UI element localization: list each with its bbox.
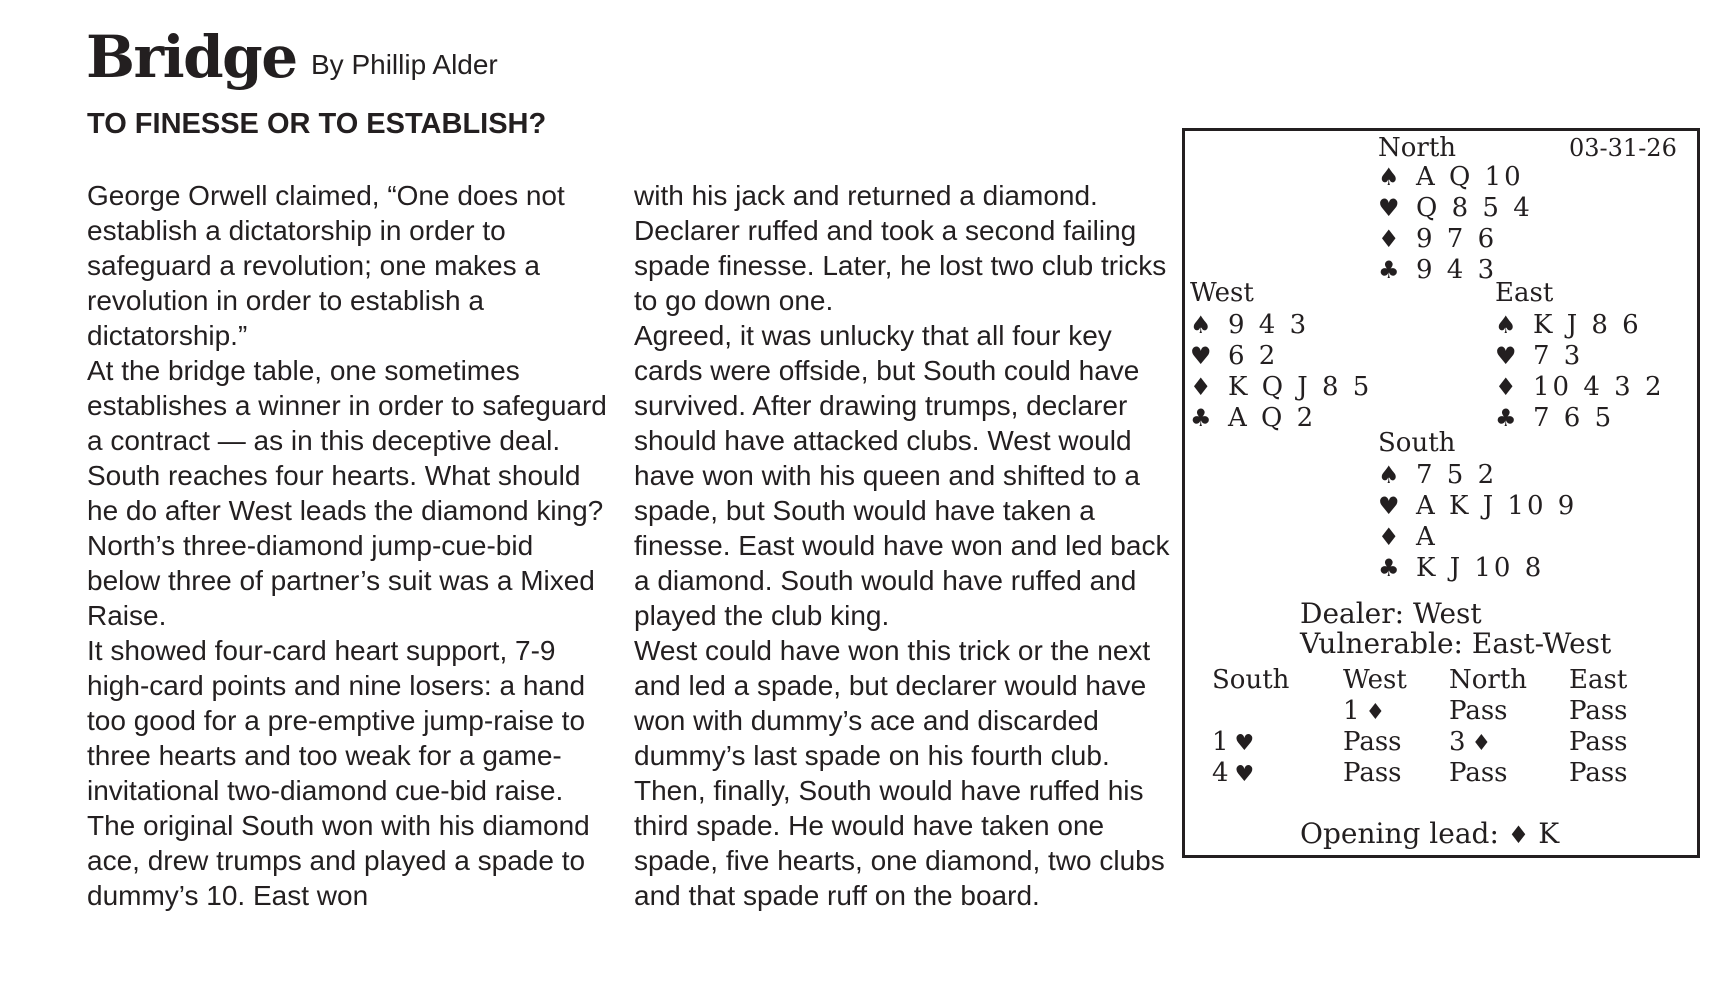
east-hand: [1495, 310, 1665, 434]
bid-west-3: Pass: [1343, 758, 1402, 788]
deal-date: 03-31-26: [1569, 134, 1677, 162]
east-clubs: ♣ 7 6 5: [1495, 403, 1615, 433]
article-title: Bridge: [86, 23, 297, 91]
bid-south-2: 1 ♥: [1212, 727, 1255, 757]
south-diamonds: ♦ A: [1378, 522, 1438, 552]
west-spades: ♠ 9 4 3: [1190, 310, 1310, 340]
south-hearts: ♥ A K J 10 9: [1378, 491, 1578, 521]
south-clubs: ♣ K J 10 8: [1378, 553, 1545, 583]
bid-north-2: 3 ♦: [1449, 727, 1492, 757]
bid-south-3: 4 ♥: [1212, 758, 1255, 788]
dealer-info: Dealer: West: [1300, 597, 1482, 630]
bid-east-3: Pass: [1569, 758, 1628, 788]
south-hand: [1378, 460, 1577, 584]
diamond-icon: ♦: [1471, 731, 1492, 756]
north-hand: [1378, 162, 1533, 286]
article-column-1: [87, 178, 607, 913]
south-spades: ♠ 7 5 2: [1378, 460, 1498, 490]
paragraph: Agreed, it was unlucky that all four key cards were offside, but South could have survived. After drawing trumps, declarer should have attacked clubs. West would have won with his queen and shifted to a spade, but South would have taken a finesse. East would have won and led back a diamond. South would have ruffed and played the club king.: [634, 320, 1170, 631]
paragraph: At the bridge table, one sometimes establishes a winner in order to safeguard a contract — as in this deceptive deal. South reaches four hearts. What should he do after West leads the diamond king?: [87, 355, 607, 526]
byline: By Phillip Alder: [311, 49, 498, 80]
paragraph: The original South won with his diamond ace, drew trumps and played a spade to dummy’s 10. East won: [87, 810, 590, 911]
east-label: East: [1495, 278, 1554, 308]
bid-east-1: Pass: [1569, 696, 1628, 726]
auction-header-east: East: [1569, 665, 1628, 695]
diamond-icon: ♦: [1378, 523, 1403, 551]
west-label: West: [1190, 278, 1254, 308]
auction-header-south: South: [1212, 665, 1290, 695]
west-diamonds: ♦ K Q J 8 5: [1190, 372, 1373, 402]
west-hearts: ♥ 6 2: [1190, 341, 1279, 371]
bid-west-2: Pass: [1343, 727, 1402, 757]
diamond-icon: ♦: [1378, 225, 1403, 253]
heart-icon: ♥: [1190, 342, 1215, 370]
heart-icon: ♥: [1234, 731, 1255, 756]
heart-icon: ♥: [1378, 194, 1403, 222]
article-column-2: [634, 178, 1174, 913]
north-clubs: ♣ 9 4 3: [1378, 255, 1498, 285]
auction-header-north: North: [1449, 665, 1528, 695]
west-hand: [1190, 310, 1372, 434]
spade-icon: ♠: [1378, 461, 1403, 489]
headline: TO FINESSE OR TO ESTABLISH?: [87, 108, 547, 140]
paragraph: It showed four-card heart support, 7-9 high-card points and nine losers: a hand too good for a pre-emptive jump-raise to three hearts and too weak for a game-invitational two-diamond cue-bid raise.: [87, 635, 586, 806]
bid-north-3: Pass: [1449, 758, 1508, 788]
bid-east-2: Pass: [1569, 727, 1628, 757]
vulnerability-info: Vulnerable: East-West: [1300, 627, 1612, 660]
diamond-icon: ♦: [1365, 700, 1386, 725]
east-diamonds: ♦ 10 4 3 2: [1495, 372, 1665, 402]
auction-header-west: West: [1343, 665, 1407, 695]
spade-icon: ♠: [1378, 163, 1403, 191]
club-icon: ♣: [1378, 554, 1403, 582]
opening-lead: Opening lead: ♦ K: [1300, 817, 1560, 850]
west-clubs: ♣ A Q 2: [1190, 403, 1317, 433]
east-hearts: ♥ 7 3: [1495, 341, 1584, 371]
north-hearts: ♥ Q 8 5 4: [1378, 193, 1533, 223]
bridge-deal-diagram: [1182, 128, 1700, 858]
bid-west-1: 1 ♦: [1343, 696, 1386, 726]
east-spades: ♠ K J 8 6: [1495, 310, 1642, 340]
diamond-icon: ♦: [1190, 373, 1215, 401]
south-label: South: [1378, 428, 1456, 458]
north-diamonds: ♦ 9 7 6: [1378, 224, 1498, 254]
paragraph: George Orwell claimed, “One does not establish a dictatorship in order to safeguard a revolution; one makes a revolution in order to establish a dictatorship.”: [87, 180, 565, 351]
heart-icon: ♥: [1234, 762, 1255, 787]
club-icon: ♣: [1190, 404, 1215, 432]
diamond-icon: ♦: [1507, 821, 1530, 849]
paragraph: West could have won this trick or the next and led a spade, but declarer would have won with dummy’s ace and discarded dummy’s last spade on his fourth club. Then, finally, South would have ruffed his third spade. He would have taken one spade, five hearts, one diamond, two clubs and that spade ruff on the board.: [634, 635, 1165, 911]
club-icon: ♣: [1495, 404, 1520, 432]
north-label: North: [1378, 133, 1457, 163]
north-spades: ♠ A Q 10: [1378, 162, 1524, 192]
spade-icon: ♠: [1190, 311, 1215, 339]
spade-icon: ♠: [1495, 311, 1520, 339]
paragraph: North’s three-diamond jump-cue-bid below three of partner’s suit was a Mixed Raise.: [87, 530, 595, 631]
heart-icon: ♥: [1378, 492, 1403, 520]
bid-north-1: Pass: [1449, 696, 1508, 726]
club-icon: ♣: [1378, 256, 1403, 284]
paragraph: with his jack and returned a diamond. Declarer ruffed and took a second failing spade finesse. Later, he lost two club tricks to go down one.: [634, 180, 1167, 316]
diamond-icon: ♦: [1495, 373, 1520, 401]
heart-icon: ♥: [1495, 342, 1520, 370]
